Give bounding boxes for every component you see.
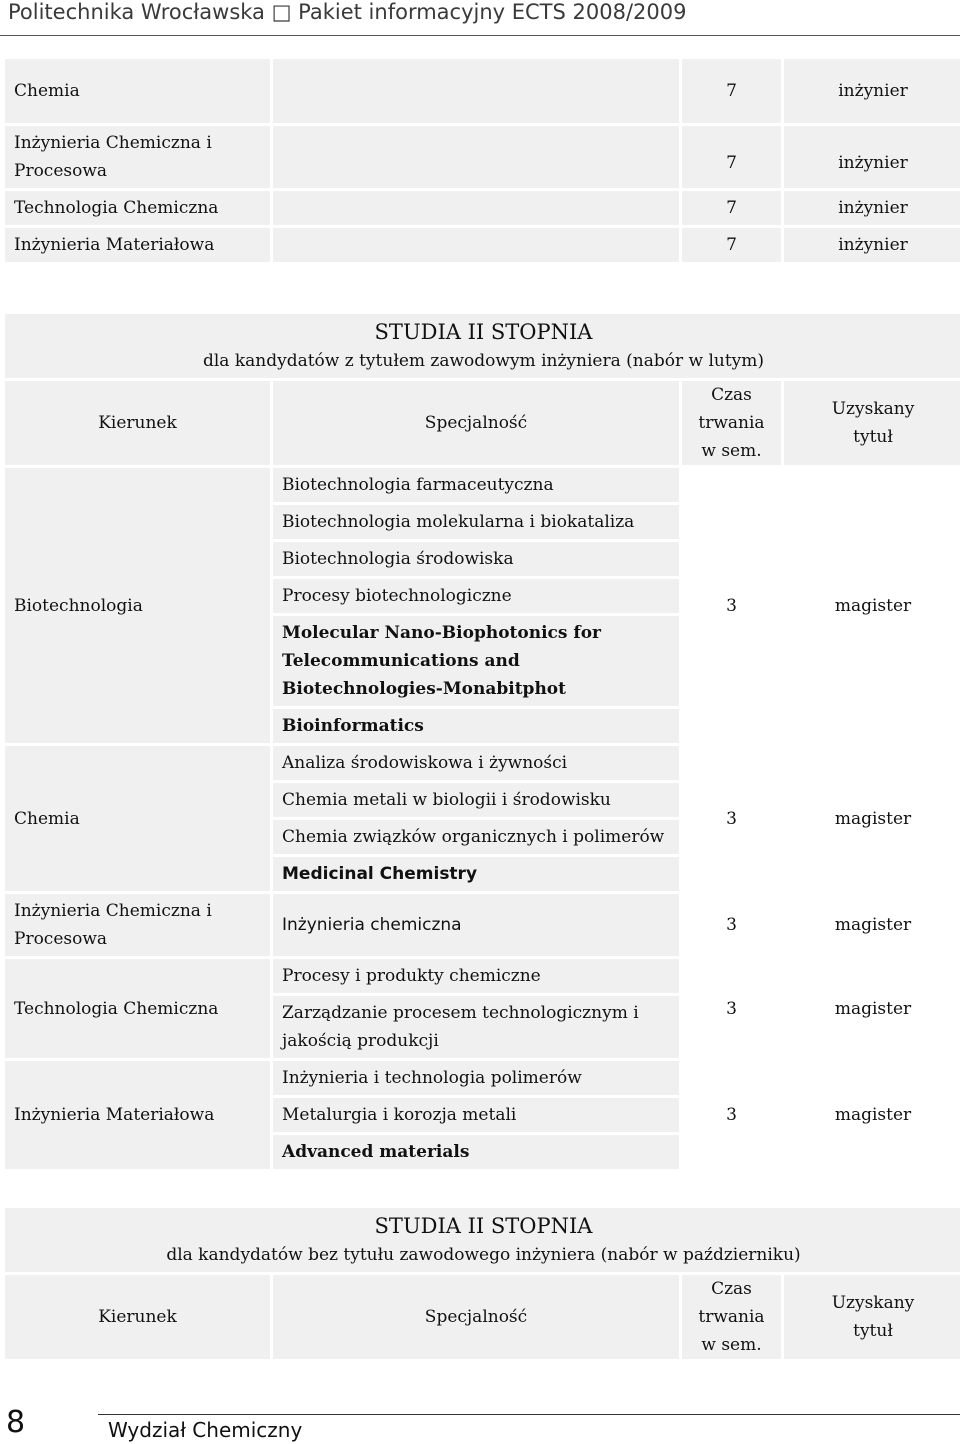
tytul-cell: magister: [834, 595, 912, 616]
czas-line-1: Czas: [711, 385, 752, 405]
tytul-line-2: tytuł: [853, 427, 893, 447]
column-header-tytul: [784, 381, 960, 465]
tytul-cell: magister: [834, 915, 912, 935]
column-header-kierunek: Kierunek: [5, 381, 270, 465]
table-second-degree-engineers: [2, 311, 960, 1172]
kierunek-cell: Chemia: [5, 746, 270, 891]
column-header-czas: [682, 1275, 781, 1359]
tytul-cell: inżynier: [784, 228, 960, 262]
kierunek-cell: Inżynieria Chemiczna i Procesowa: [5, 126, 270, 188]
czas-cell: 7: [682, 228, 781, 262]
header-title: Politechnika Wrocławska: [8, 0, 265, 24]
spec-cell: Medicinal Chemistry: [273, 857, 679, 891]
spec-cell: Zarządzanie procesem technologicznym i jakością produkcji: [273, 996, 679, 1058]
header-row: [5, 1275, 960, 1359]
spec-cell: Molecular Nano-Biophotonics for Telecommunications and Biotechnologies-Monabitphot: [273, 616, 679, 706]
spec-cell: Biotechnologia farmaceutyczna: [273, 468, 679, 502]
section-title: STUDIA II STOPNIA: [374, 320, 593, 344]
table-row: [5, 746, 960, 780]
czas-cell: 7: [682, 126, 781, 188]
table-row: [5, 126, 960, 188]
header-row: [5, 381, 960, 465]
footer-divider: [98, 1414, 960, 1415]
spec-cell: Procesy biotechnologiczne: [273, 579, 679, 613]
czas-line-3: w sem.: [701, 441, 762, 461]
czas-cell: 3: [726, 1105, 737, 1125]
column-header-kierunek: Kierunek: [5, 1275, 270, 1359]
czas-cell: 3: [726, 915, 737, 935]
table-row: [5, 1061, 960, 1095]
tytul-line-1: Uzyskany: [831, 1293, 915, 1313]
kierunek-cell: Technologia Chemiczna: [5, 959, 270, 1058]
kierunek-cell: Biotechnologia: [5, 468, 270, 743]
tytul-cell: magister: [834, 808, 912, 829]
spec-cell: Procesy i produkty chemiczne: [273, 959, 679, 993]
kierunek-cell: Inżynieria Chemiczna i Procesowa: [5, 894, 270, 956]
kierunek-cell: Technologia Chemiczna: [5, 191, 270, 225]
spec-cell: [273, 191, 679, 225]
czas-cell: 7: [682, 59, 781, 123]
column-header-czas: [682, 381, 781, 465]
czas-line-2: trwania: [698, 1307, 765, 1327]
table-row: [5, 468, 960, 502]
spec-cell: Chemia metali w biologii i środowisku: [273, 783, 679, 817]
czas-cell: 3: [726, 998, 737, 1019]
section-banner: [5, 314, 960, 378]
czas-cell: 3: [726, 808, 737, 829]
table-row: [5, 191, 960, 225]
table-row: [5, 228, 960, 262]
page-header: [8, 0, 686, 24]
spec-cell: [273, 228, 679, 262]
spec-cell: Advanced materials: [273, 1135, 679, 1169]
spec-cell: [273, 126, 679, 188]
spec-cell: [273, 59, 679, 123]
czas-cell: 7: [682, 191, 781, 225]
footer-faculty: Wydział Chemiczny: [108, 1418, 303, 1442]
column-header-tytul: [784, 1275, 960, 1359]
table-first-degree: [2, 56, 960, 265]
tytul-cell: inżynier: [784, 126, 960, 188]
section-subtitle: dla kandydatów z tytułem zawodowym inżyniera (nabór w lutym): [202, 351, 765, 371]
tytul-cell: inżynier: [784, 59, 960, 123]
kierunek-cell: Chemia: [5, 59, 270, 123]
banner-row: [5, 1208, 960, 1272]
column-header-specjalnosc: Specjalność: [273, 381, 679, 465]
kierunek-cell: Inżynieria Materiałowa: [5, 1061, 270, 1169]
spec-cell: Metalurgia i korozja metali: [273, 1098, 679, 1132]
column-header-specjalnosc: Specjalność: [273, 1275, 679, 1359]
table-row: [5, 959, 960, 993]
table-row: [5, 894, 960, 956]
banner-row: [5, 314, 960, 378]
spec-cell: Inżynieria i technologia polimerów: [273, 1061, 679, 1095]
header-separator-icon: □: [271, 0, 292, 24]
header-divider: [0, 35, 960, 36]
czas-line-3: w sem.: [701, 1335, 762, 1355]
tytul-line-1: Uzyskany: [831, 399, 915, 419]
spec-cell: Inżynieria chemiczna: [273, 894, 679, 956]
czas-cell: 3: [726, 595, 737, 616]
tytul-cell: inżynier: [784, 191, 960, 225]
table-second-degree-non-engineers: [2, 1205, 960, 1362]
header-subtitle: Pakiet informacyjny ECTS 2008/2009: [298, 0, 687, 24]
kierunek-cell: Inżynieria Materiałowa: [5, 228, 270, 262]
section-subtitle: dla kandydatów bez tytułu zawodowego inżyniera (nabór w październiku): [166, 1245, 801, 1265]
spec-cell: Bioinformatics: [273, 709, 679, 743]
section-banner: [5, 1208, 960, 1272]
czas-line-2: trwania: [698, 413, 765, 433]
tytul-cell: magister: [834, 998, 912, 1019]
table-row: [5, 59, 960, 123]
spec-cell: Chemia związków organicznych i polimerów: [273, 820, 679, 854]
spec-cell: Analiza środowiskowa i żywności: [273, 746, 679, 780]
tytul-line-2: tytuł: [853, 1321, 893, 1341]
page-number: 8: [6, 1405, 26, 1440]
spec-cell: Biotechnologia molekularna i biokataliza: [273, 505, 679, 539]
spec-cell: Biotechnologia środowiska: [273, 542, 679, 576]
section-title: STUDIA II STOPNIA: [374, 1214, 593, 1238]
czas-line-1: Czas: [711, 1279, 752, 1299]
tytul-cell: magister: [834, 1105, 912, 1125]
